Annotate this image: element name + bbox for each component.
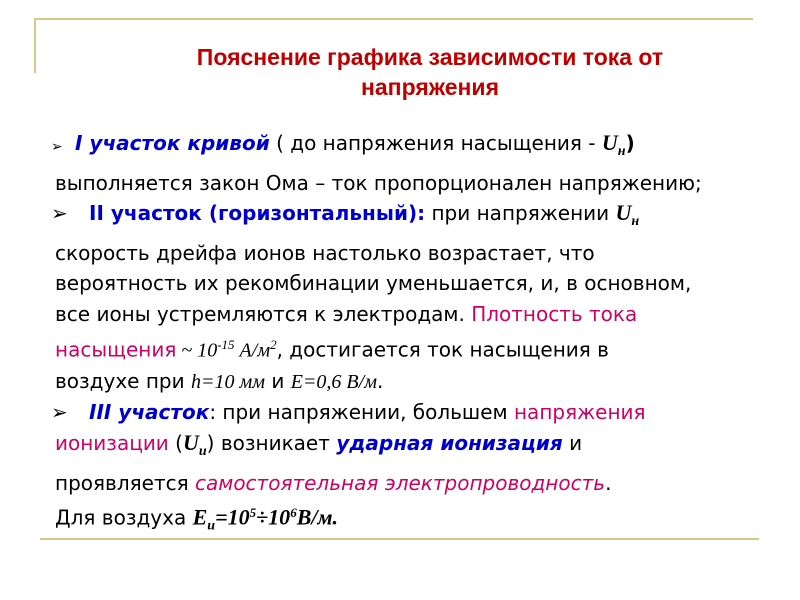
p3-line-4 <box>55 498 765 542</box>
p1-text-2: ) <box>625 131 635 155</box>
p2-formula-a: ~ 10 <box>176 339 218 362</box>
p2-line-5-highlight: насыщения <box>55 337 177 362</box>
title-line-1: Пояснение графика зависимости тока от <box>196 44 664 70</box>
p2-text-1: при напряжении <box>425 201 616 226</box>
p2-h-value: h=10 мм <box>190 370 265 393</box>
arrow-bullet-icon: ➢ <box>51 139 63 155</box>
p3-highlight-1: напряжения <box>513 400 646 425</box>
p3-exp-a: 5 <box>249 505 257 521</box>
p3-u: U <box>182 430 199 455</box>
p2-and: и <box>264 368 291 393</box>
p3-impact-ionization: ударная ионизация <box>336 431 563 455</box>
p3-period: . <box>605 470 612 495</box>
p3-text-2: ) возникает <box>206 431 337 455</box>
p1-u-sub: н <box>617 144 626 159</box>
title-line-2: напряжения <box>361 74 499 100</box>
p1-u: U <box>601 130 618 155</box>
p2-u-sub: н <box>631 214 640 230</box>
p3-line-3 <box>55 468 765 499</box>
p2-line-4 <box>55 299 765 330</box>
p3-line-1 <box>51 397 765 428</box>
p3-u-sub: и <box>198 444 207 459</box>
p2-formula-exp2: 2 <box>270 336 277 352</box>
frame-top-line <box>34 18 753 20</box>
p2-line-6-text: воздухе при <box>55 368 191 393</box>
p3-line-2 <box>55 428 765 468</box>
p3-highlight-2: ионизации <box>55 431 169 455</box>
p2-u: U <box>615 200 632 226</box>
p2-line-5-text: , достигается ток насыщения в <box>276 337 609 362</box>
p3-highlight-3: самостоятельная электропроводность <box>194 470 606 495</box>
p1-text-1: ( до напряжения насыщения - <box>269 131 602 155</box>
p2-line-4-highlight: Плотность тока <box>471 301 638 326</box>
p3-val-a: =10 <box>215 504 250 530</box>
arrow-bullet-icon: ➢ <box>51 400 68 425</box>
p2-e-value: E=0,6 В/м <box>290 370 377 393</box>
frame-left-line <box>34 18 36 73</box>
p3-text-1: : при напряжении, большем <box>209 400 514 425</box>
p2-formula-exp: -15 <box>217 336 235 352</box>
p3-e: E <box>192 504 208 530</box>
p2-line-3: вероятность их рекомбинации уменьшается, и, в основном, <box>55 271 692 296</box>
p2-line-5 <box>55 330 765 366</box>
p3-paren: ( <box>168 431 183 455</box>
p3-label: III участок <box>89 400 210 425</box>
p2-period: . <box>376 368 384 393</box>
p1-line-1 <box>51 128 765 168</box>
p3-val-b: ÷10 <box>256 504 291 530</box>
slide-body <box>51 128 765 542</box>
p3-exp-b: 6 <box>290 505 297 521</box>
p3-text-4: проявляется <box>55 470 195 495</box>
p3-unit: В/м. <box>296 504 339 530</box>
p1-line-2: выполняется закон Ома – ток пропорционален напряжению; <box>55 170 702 195</box>
p2-formula-unit: А/м <box>234 339 271 362</box>
p3-text-3: и <box>562 431 583 455</box>
p3-air-label: Для воздуха <box>55 505 193 530</box>
p3-e-sub: и <box>207 518 216 534</box>
arrow-bullet-icon: ➢ <box>51 201 68 226</box>
p2-line-1 <box>51 198 765 238</box>
p1-label: I участок кривой <box>75 131 270 155</box>
p2-label: II участок (горизонтальный): <box>89 201 426 226</box>
p2-line-2: скорость дрейфа ионов настолько возрастает, что <box>55 240 595 265</box>
slide-title <box>120 42 740 102</box>
p2-line-4-text: все ионы устремляются к электродам. <box>55 301 472 326</box>
p2-line-6 <box>55 366 765 398</box>
